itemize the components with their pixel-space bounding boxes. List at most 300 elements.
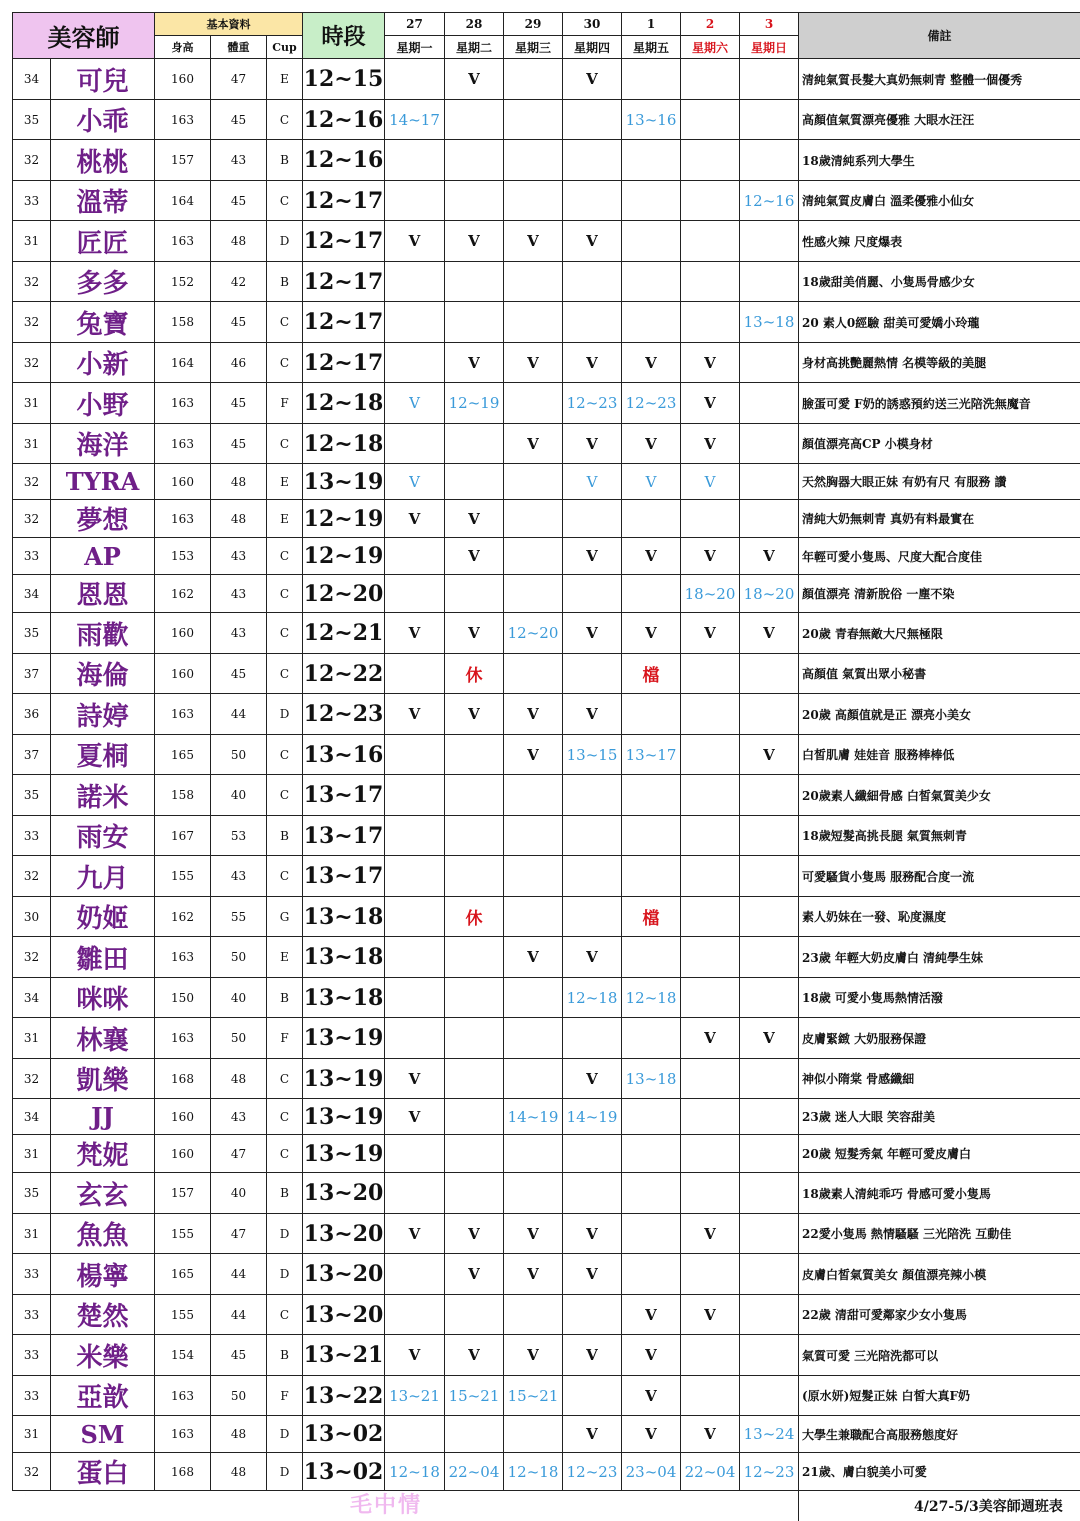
schedule-cell: 18~20 [740, 575, 799, 613]
time-slot-cell: 13~21 [303, 1335, 385, 1376]
header-date: 29 [504, 13, 563, 36]
schedule-cell: V [563, 464, 622, 500]
table-row [13, 424, 1080, 464]
time-slot-cell: 13~17 [303, 856, 385, 897]
table-row [13, 775, 1080, 816]
height-cell: 155 [155, 1295, 211, 1335]
note-cell: 性感火辣 尺度爆表 [799, 221, 1080, 262]
height-cell: 163 [155, 937, 211, 978]
table-row [13, 464, 1080, 500]
note-cell: 白皙肌膚 娃娃音 服務棒棒低 [799, 735, 1080, 775]
schedule-cell [740, 424, 799, 464]
table-row [13, 221, 1080, 262]
time-slot-cell: 13~20 [303, 1173, 385, 1214]
schedule-cell: V [385, 221, 445, 262]
schedule-cell: V [385, 500, 445, 538]
cup-cell: C [267, 1135, 303, 1173]
beautician-name: 九月 [51, 856, 155, 897]
beautician-name: 亞歆 [51, 1376, 155, 1416]
table-row [13, 262, 1080, 302]
time-slot-cell: 13~17 [303, 775, 385, 816]
cup-cell: E [267, 464, 303, 500]
schedule-cell: V [504, 1335, 563, 1376]
schedule-cell: V [563, 221, 622, 262]
schedule-cell [385, 59, 445, 100]
schedule-cell: V [385, 1059, 445, 1099]
schedule-cell [740, 343, 799, 383]
weight-cell: 43 [211, 856, 267, 897]
schedule-cell [445, 1018, 504, 1059]
weight-cell: 48 [211, 464, 267, 500]
schedule-cell: V [445, 221, 504, 262]
header-date: 27 [385, 13, 445, 36]
schedule-cell [622, 140, 681, 181]
schedule-cell: V [445, 538, 504, 575]
cup-cell: E [267, 59, 303, 100]
beautician-name: JJ [51, 1099, 155, 1135]
table-row [13, 1099, 1080, 1135]
age-cell: 32 [13, 302, 51, 343]
schedule-cell: 12~16 [740, 181, 799, 221]
note-cell: 18歲清純系列大學生 [799, 140, 1080, 181]
table-row [13, 1018, 1080, 1059]
height-cell: 163 [155, 424, 211, 464]
cup-cell: C [267, 1099, 303, 1135]
cup-cell: C [267, 575, 303, 613]
schedule-cell [681, 1099, 740, 1135]
weight-cell: 42 [211, 262, 267, 302]
header-weekday: 星期一 [385, 36, 445, 59]
schedule-cell [681, 694, 740, 735]
beautician-name: 小野 [51, 383, 155, 424]
time-slot-cell: 13~16 [303, 735, 385, 775]
height-cell: 157 [155, 140, 211, 181]
schedule-table [12, 12, 1080, 1521]
time-slot-cell: 13~19 [303, 1135, 385, 1173]
schedule-cell [740, 694, 799, 735]
cup-cell: D [267, 694, 303, 735]
cup-cell: B [267, 140, 303, 181]
header-cup: Cup [267, 36, 303, 59]
note-cell: 皮膚緊緻 大奶服務保證 [799, 1018, 1080, 1059]
schedule-cell: V [504, 937, 563, 978]
age-cell: 33 [13, 1376, 51, 1416]
schedule-cell [504, 856, 563, 897]
schedule-cell: V [445, 500, 504, 538]
age-cell: 32 [13, 856, 51, 897]
time-slot-cell: 12~17 [303, 221, 385, 262]
schedule-cell [622, 181, 681, 221]
schedule-cell [740, 500, 799, 538]
schedule-cell [740, 897, 799, 937]
schedule-cell [385, 897, 445, 937]
cup-cell: B [267, 1335, 303, 1376]
note-cell: 23歲 迷人大眼 笑容甜美 [799, 1099, 1080, 1135]
weight-cell: 45 [211, 424, 267, 464]
height-cell: 163 [155, 1376, 211, 1416]
height-cell: 165 [155, 735, 211, 775]
schedule-cell: V [385, 613, 445, 654]
table-row [13, 100, 1080, 140]
header-slot: 時段 [303, 13, 385, 59]
weight-cell: 47 [211, 1135, 267, 1173]
schedule-cell: 13~17 [622, 735, 681, 775]
table-row [13, 1295, 1080, 1335]
schedule-cell: 13~18 [622, 1059, 681, 1099]
table-row [13, 1453, 1080, 1491]
height-cell: 164 [155, 343, 211, 383]
schedule-cell [563, 181, 622, 221]
age-cell: 33 [13, 1335, 51, 1376]
weight-cell: 50 [211, 937, 267, 978]
header-weekday: 星期四 [563, 36, 622, 59]
schedule-cell [681, 1335, 740, 1376]
note-cell: 清純氣質皮膚白 溫柔優雅小仙女 [799, 181, 1080, 221]
schedule-cell [740, 775, 799, 816]
table-row [13, 937, 1080, 978]
note-cell: 18歲甜美俏麗、小隻馬骨感少女 [799, 262, 1080, 302]
schedule-cell [504, 1416, 563, 1453]
schedule-cell [504, 302, 563, 343]
beautician-name: 玄玄 [51, 1173, 155, 1214]
schedule-cell: V [504, 424, 563, 464]
cup-cell: D [267, 1254, 303, 1295]
note-cell: 20歲 青春無敵大尺無極限 [799, 613, 1080, 654]
schedule-cell [681, 1059, 740, 1099]
height-cell: 160 [155, 1135, 211, 1173]
beautician-name: 雛田 [51, 937, 155, 978]
schedule-cell [622, 1135, 681, 1173]
age-cell: 37 [13, 654, 51, 694]
schedule-cell: V [504, 694, 563, 735]
beautician-name: TYRA [51, 464, 155, 500]
time-slot-cell: 13~02 [303, 1416, 385, 1453]
beautician-name: 咪咪 [51, 978, 155, 1018]
watermark-text: 毛中情 [350, 1488, 422, 1519]
schedule-cell [622, 575, 681, 613]
schedule-cell: V [622, 613, 681, 654]
weight-cell: 48 [211, 221, 267, 262]
table-row [13, 654, 1080, 694]
schedule-cell [385, 654, 445, 694]
beautician-name: 諾米 [51, 775, 155, 816]
schedule-cell [385, 856, 445, 897]
schedule-cell [445, 100, 504, 140]
beautician-name: 楚然 [51, 1295, 155, 1335]
beautician-name: 海洋 [51, 424, 155, 464]
schedule-cell: 檔 [622, 897, 681, 937]
age-cell: 33 [13, 1295, 51, 1335]
weight-cell: 50 [211, 1376, 267, 1416]
schedule-cell: V [504, 343, 563, 383]
age-cell: 32 [13, 1059, 51, 1099]
beautician-name: 林襄 [51, 1018, 155, 1059]
schedule-cell: V [740, 538, 799, 575]
cup-cell: C [267, 538, 303, 575]
schedule-cell [681, 816, 740, 856]
schedule-cell [504, 538, 563, 575]
table-row [13, 1173, 1080, 1214]
note-cell: 18歲素人清純乖巧 骨感可愛小隻馬 [799, 1173, 1080, 1214]
schedule-cell: 檔 [622, 654, 681, 694]
table-row [13, 613, 1080, 654]
cup-cell: E [267, 500, 303, 538]
schedule-cell: V [385, 383, 445, 424]
schedule-cell [563, 856, 622, 897]
table-row [13, 694, 1080, 735]
cup-cell: F [267, 1018, 303, 1059]
header-notes: 備註 [799, 13, 1080, 59]
age-cell: 31 [13, 1214, 51, 1254]
table-row [13, 1214, 1080, 1254]
schedule-cell: 15~21 [445, 1376, 504, 1416]
age-cell: 33 [13, 538, 51, 575]
schedule-cell: V [563, 694, 622, 735]
schedule-cell [622, 856, 681, 897]
note-cell: 顏值漂亮高CP 小模身材 [799, 424, 1080, 464]
schedule-cell [740, 937, 799, 978]
schedule-cell [563, 500, 622, 538]
cup-cell: F [267, 383, 303, 424]
age-cell: 31 [13, 221, 51, 262]
schedule-cell: V [385, 464, 445, 500]
schedule-cell [385, 1135, 445, 1173]
time-slot-cell: 12~16 [303, 140, 385, 181]
height-cell: 163 [155, 100, 211, 140]
height-cell: 158 [155, 302, 211, 343]
height-cell: 160 [155, 1099, 211, 1135]
age-cell: 34 [13, 575, 51, 613]
cup-cell: C [267, 302, 303, 343]
height-cell: 154 [155, 1335, 211, 1376]
height-cell: 160 [155, 59, 211, 100]
height-cell: 163 [155, 1416, 211, 1453]
beautician-name: 小乖 [51, 100, 155, 140]
schedule-cell [563, 897, 622, 937]
cup-cell: B [267, 1173, 303, 1214]
age-cell: 33 [13, 816, 51, 856]
schedule-cell [563, 302, 622, 343]
schedule-cell: V [385, 694, 445, 735]
schedule-cell [385, 816, 445, 856]
header-weekday: 星期五 [622, 36, 681, 59]
schedule-cell [385, 262, 445, 302]
time-slot-cell: 13~20 [303, 1295, 385, 1335]
table-row [13, 181, 1080, 221]
schedule-cell [681, 897, 740, 937]
schedule-cell [740, 856, 799, 897]
age-cell: 32 [13, 937, 51, 978]
schedule-cell: V [504, 221, 563, 262]
schedule-cell [563, 262, 622, 302]
height-cell: 157 [155, 1173, 211, 1214]
schedule-cell: 13~24 [740, 1416, 799, 1453]
schedule-cell: V [563, 424, 622, 464]
time-slot-cell: 13~17 [303, 816, 385, 856]
schedule-cell [504, 978, 563, 1018]
schedule-cell: 13~16 [622, 100, 681, 140]
schedule-cell [504, 1018, 563, 1059]
table-row [13, 59, 1080, 100]
schedule-cell [385, 735, 445, 775]
schedule-cell: 22~04 [445, 1453, 504, 1491]
schedule-cell [622, 816, 681, 856]
schedule-cell: 14~17 [385, 100, 445, 140]
cup-cell: B [267, 262, 303, 302]
schedule-cell [740, 59, 799, 100]
table-row [13, 343, 1080, 383]
schedule-cell [504, 1173, 563, 1214]
schedule-cell [740, 262, 799, 302]
schedule-cell [504, 464, 563, 500]
age-cell: 32 [13, 500, 51, 538]
schedule-cell [681, 654, 740, 694]
schedule-cell: V [681, 424, 740, 464]
age-cell: 33 [13, 181, 51, 221]
schedule-cell [385, 424, 445, 464]
schedule-cell: V [445, 1335, 504, 1376]
schedule-cell [622, 302, 681, 343]
schedule-cell [740, 1295, 799, 1335]
age-cell: 31 [13, 424, 51, 464]
beautician-name: 兔寶 [51, 302, 155, 343]
schedule-cell [681, 500, 740, 538]
table-row [13, 1335, 1080, 1376]
schedule-cell: V [681, 464, 740, 500]
schedule-cell [622, 1214, 681, 1254]
schedule-cell [563, 1173, 622, 1214]
schedule-cell [622, 775, 681, 816]
schedule-cell: V [504, 735, 563, 775]
schedule-cell: V [563, 1335, 622, 1376]
time-slot-cell: 13~20 [303, 1254, 385, 1295]
cup-cell: C [267, 1059, 303, 1099]
schedule-cell: 14~19 [504, 1099, 563, 1135]
height-cell: 168 [155, 1453, 211, 1491]
age-cell: 32 [13, 262, 51, 302]
schedule-cell [504, 816, 563, 856]
height-cell: 163 [155, 694, 211, 735]
schedule-cell [504, 262, 563, 302]
schedule-cell: V [385, 1099, 445, 1135]
schedule-cell [385, 1416, 445, 1453]
table-row [13, 1376, 1080, 1416]
schedule-cell [504, 1295, 563, 1335]
weight-cell: 45 [211, 100, 267, 140]
schedule-cell: V [445, 343, 504, 383]
height-cell: 152 [155, 262, 211, 302]
height-cell: 153 [155, 538, 211, 575]
schedule-cell: 12~18 [622, 978, 681, 1018]
schedule-cell [681, 1173, 740, 1214]
schedule-cell [385, 1295, 445, 1335]
height-cell: 165 [155, 1254, 211, 1295]
schedule-cell [740, 1099, 799, 1135]
schedule-cell [563, 1018, 622, 1059]
header-weekday: 星期三 [504, 36, 563, 59]
age-cell: 32 [13, 343, 51, 383]
schedule-body [13, 59, 1080, 1521]
schedule-cell: 22~04 [681, 1453, 740, 1491]
time-slot-cell: 12~22 [303, 654, 385, 694]
time-slot-cell: 12~16 [303, 100, 385, 140]
schedule-cell: V [445, 694, 504, 735]
schedule-cell: V [445, 1214, 504, 1254]
table-row [13, 856, 1080, 897]
header-date: 1 [622, 13, 681, 36]
schedule-cell [622, 500, 681, 538]
note-cell: 高顏值氣質漂亮優雅 大眼水汪汪 [799, 100, 1080, 140]
schedule-cell: V [681, 538, 740, 575]
schedule-cell [681, 775, 740, 816]
cup-cell: B [267, 816, 303, 856]
schedule-cell: V [622, 464, 681, 500]
note-cell: 可愛騷貨小隻馬 服務配合度一流 [799, 856, 1080, 897]
schedule-cell [740, 654, 799, 694]
note-cell: 身材高挑艷麗熱情 名模等級的美腿 [799, 343, 1080, 383]
weight-cell: 48 [211, 500, 267, 538]
age-cell: 32 [13, 1453, 51, 1491]
schedule-cell [445, 1135, 504, 1173]
weight-cell: 43 [211, 1099, 267, 1135]
height-cell: 162 [155, 897, 211, 937]
schedule-cell: V [622, 1416, 681, 1453]
schedule-cell: V [622, 538, 681, 575]
beautician-name: 夢想 [51, 500, 155, 538]
note-cell: 年輕可愛小隻馬、尺度大配合度佳 [799, 538, 1080, 575]
time-slot-cell: 13~19 [303, 1059, 385, 1099]
schedule-cell: V [740, 1018, 799, 1059]
height-cell: 163 [155, 221, 211, 262]
schedule-cell [563, 654, 622, 694]
weight-cell: 55 [211, 897, 267, 937]
age-cell: 32 [13, 464, 51, 500]
age-cell: 34 [13, 978, 51, 1018]
beautician-name: 米樂 [51, 1335, 155, 1376]
schedule-cell [681, 856, 740, 897]
schedule-cell [681, 181, 740, 221]
note-cell: 18歲 可愛小隻馬熱情活潑 [799, 978, 1080, 1018]
schedule-cell [740, 1214, 799, 1254]
schedule-cell: 休 [445, 897, 504, 937]
schedule-cell [563, 1135, 622, 1173]
beautician-name: AP [51, 538, 155, 575]
schedule-cell [681, 937, 740, 978]
height-cell: 162 [155, 575, 211, 613]
weight-cell: 45 [211, 181, 267, 221]
header-weekday: 星期二 [445, 36, 504, 59]
header-height: 身高 [155, 36, 211, 59]
weight-cell: 48 [211, 1059, 267, 1099]
cup-cell: D [267, 1453, 303, 1491]
age-cell: 35 [13, 775, 51, 816]
schedule-cell [740, 1059, 799, 1099]
schedule-cell [504, 897, 563, 937]
schedule-cell [504, 59, 563, 100]
cup-cell: B [267, 978, 303, 1018]
schedule-cell [385, 1254, 445, 1295]
time-slot-cell: 13~18 [303, 897, 385, 937]
table-row [13, 816, 1080, 856]
schedule-cell: V [504, 1214, 563, 1254]
schedule-cell: 12~18 [563, 978, 622, 1018]
schedule-cell [504, 575, 563, 613]
table-row [13, 383, 1080, 424]
schedule-cell [445, 735, 504, 775]
note-cell: 素人奶妹在一發、恥度濕度 [799, 897, 1080, 937]
cup-cell: G [267, 897, 303, 937]
schedule-cell [385, 302, 445, 343]
